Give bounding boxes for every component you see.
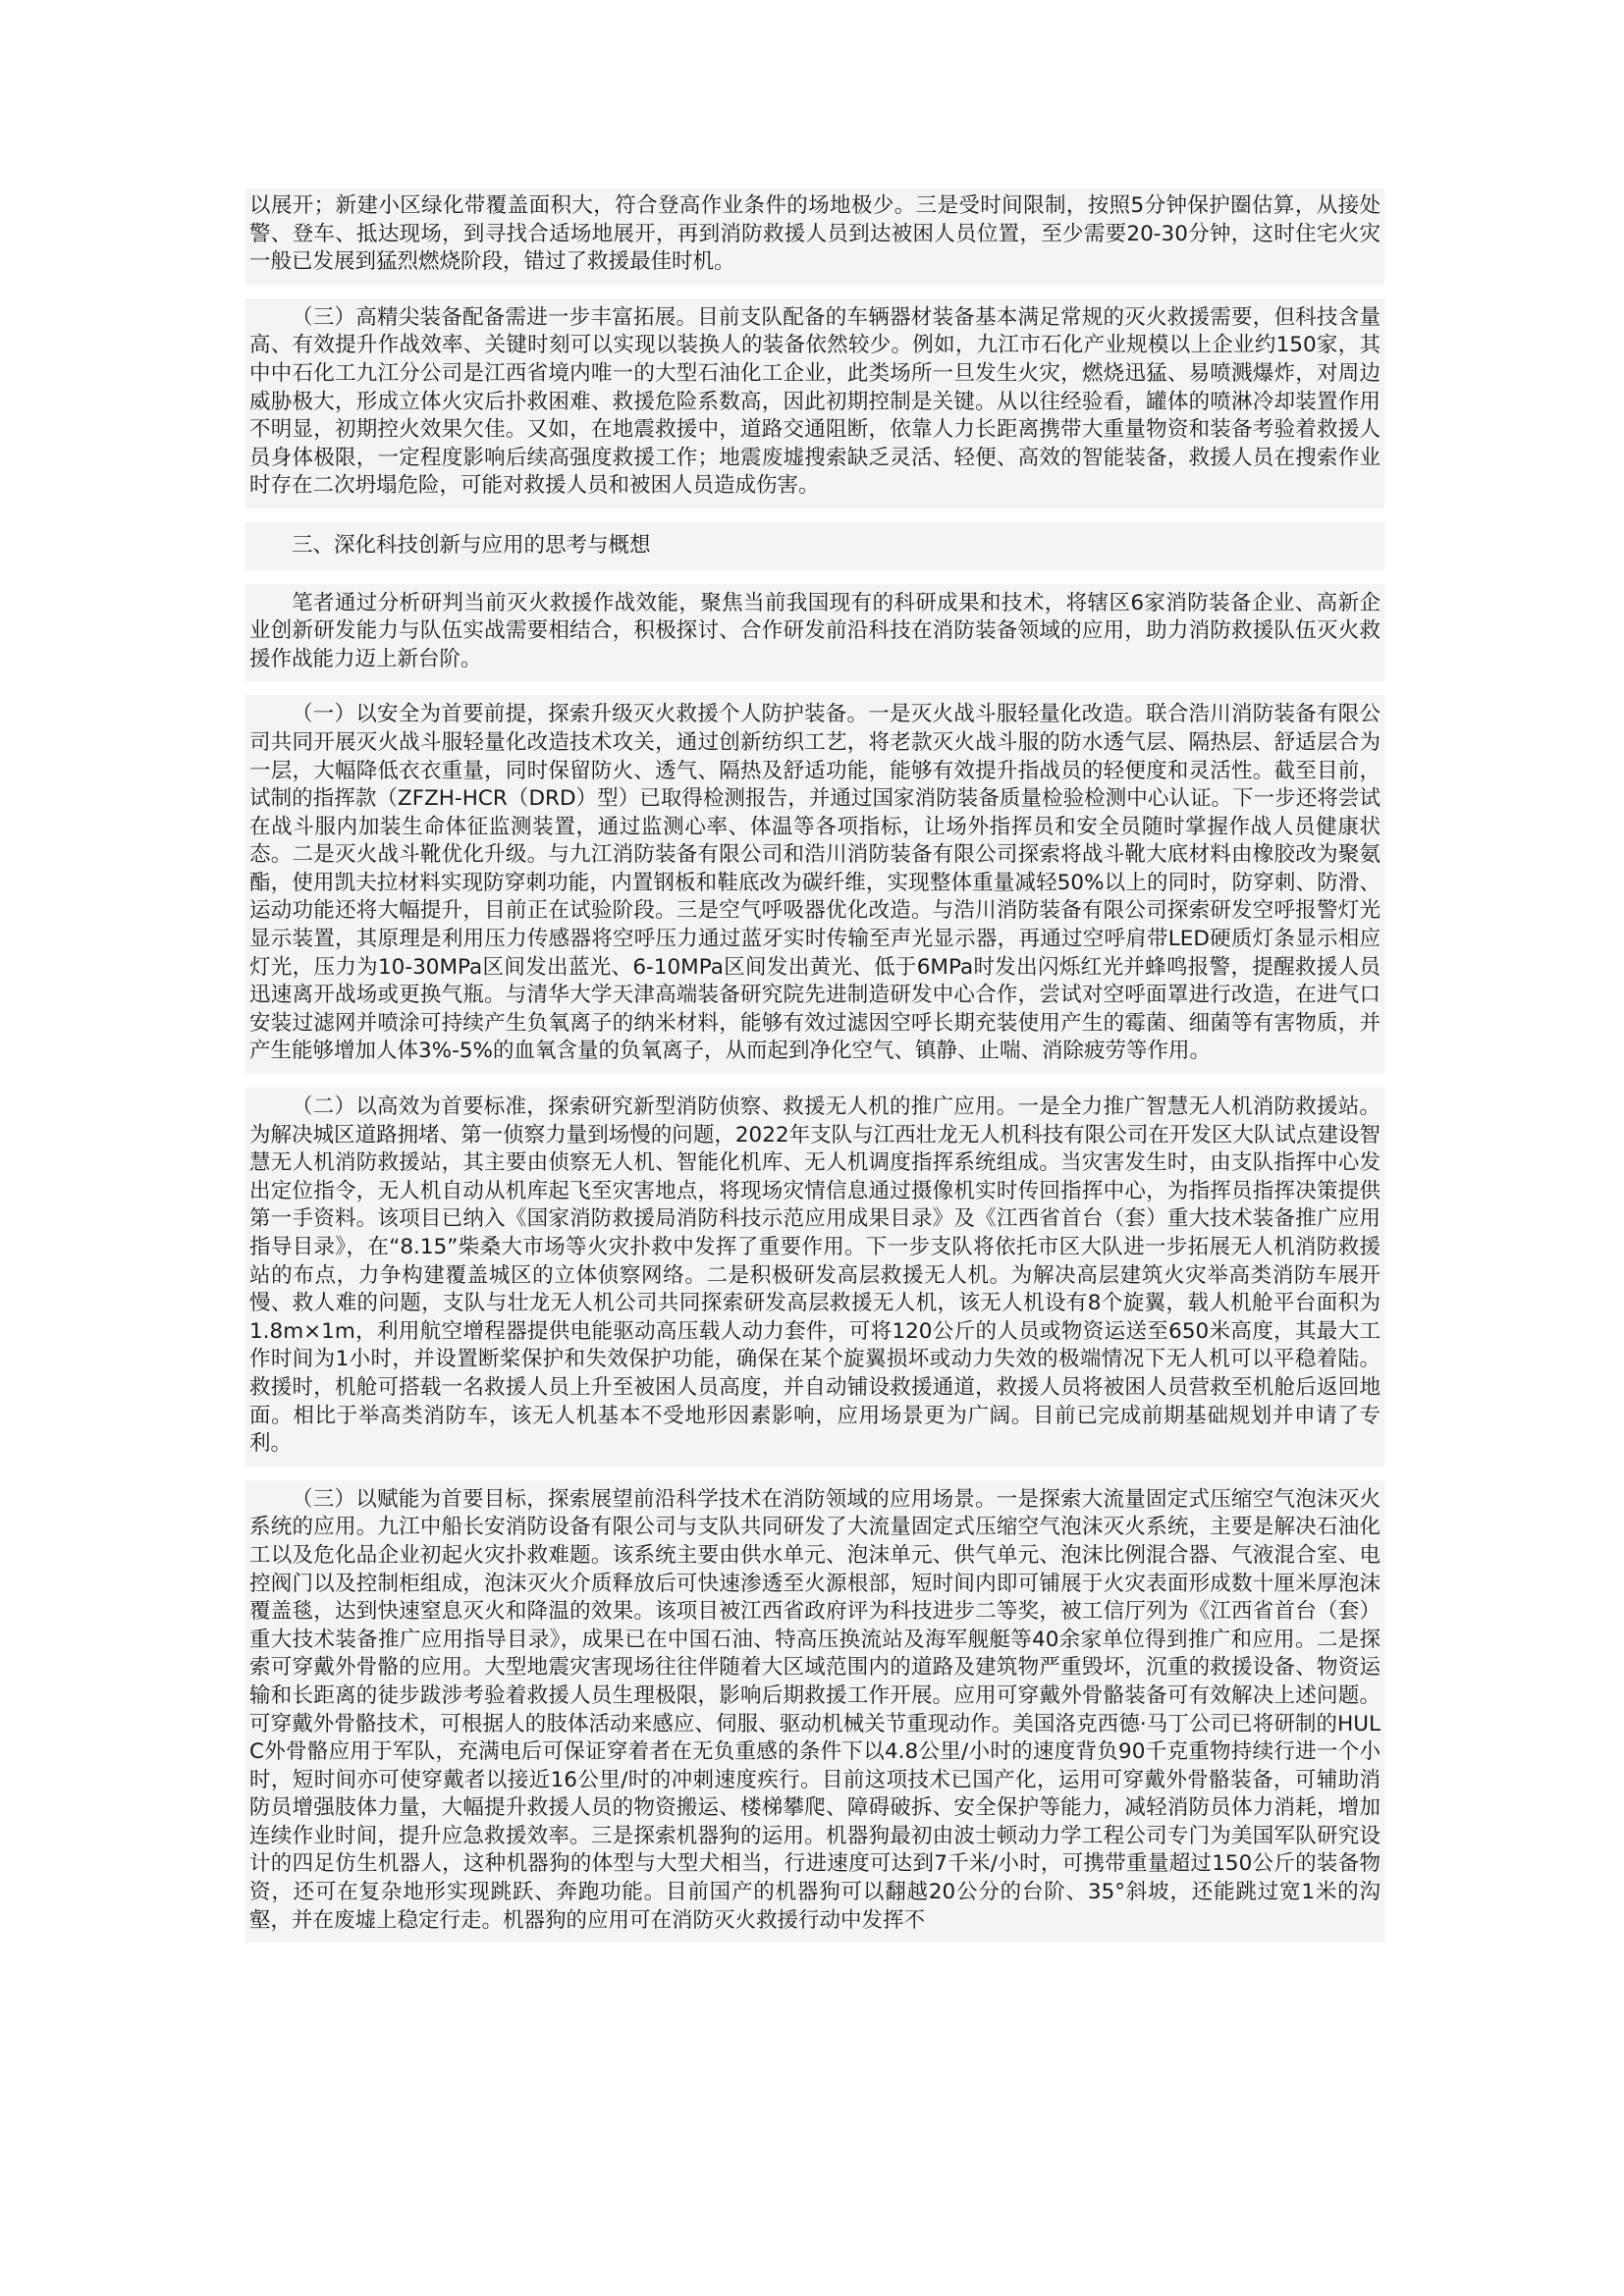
paragraph-gap — [245, 570, 1384, 584]
paragraph-gap — [245, 1467, 1384, 1480]
paragraph-protective-equipment: （一）以安全为首要前提，探索升级灭火救援个人防护装备。一是灭火战斗服轻量化改造。联合浩川消防装备有限公司共同开展灭火战斗服轻量化改造技术攻关，通过创新纺织工艺，将老款灭火战斗服的防水透气层、隔热层、舒适层合为一层，大幅降低衣衣重量，同时保留防火、透气、隔热及舒适功能，能够有效提升指战员的轻便度和灵活性。截至目前，试制的指挥款（ZFZH-HCR（DRD）型）已取得检测报告，并通过国家消防装备质量检验检测中心认证。下一步还将尝试在战斗服内加装生命体征监测装置，通过监测心率、体温等各项指标，让场外指挥员和安全员随时掌握作战人员健康状态。二是灭火战斗靴优化升级。与九江消防装备有限公司和浩川消防装备有限公司探索将战斗靴大底材料由橡胶改为聚氨酯，使用凯夫拉材料实现防穿刺功能，内置钢板和鞋底改为碳纤维，实现整体重量减轻50%以上的同时，防穿刺、防滑、运动功能还将大幅提升，目前正在试验阶段。三是空气呼吸器优化改造。与浩川消防装备有限公司探索研发空呼报警灯光显示装置，其原理是利用压力传感器将空呼压力通过蓝牙实时传输至声光显示器，再通过空呼肩带LED硬质灯条显示相应灯光，压力为10-30MPa区间发出蓝光、6-10MPa区间发出黄光、低于6MPa时发出闪烁红光并蜂鸣报警，提醒救援人员迅速离开战场或更换气瓶。与清华大学天津高端装备研究院先进制造研发中心合作，尝试对空呼面罩进行改造，在进气口安装过滤网并喷涂可持续产生负氧离子的纳米材料，能够有效过滤因空呼长期充装使用产生的霉菌、细菌等有害物质，并产生能够增加人体3%-5%的血氧含量的负氧离子，从而起到净化空气、镇静、止喘、消除疲劳等作用。 — [249, 702, 1380, 1064]
paragraph-introduction: 笔者通过分析研判当前灭火救援作战效能，聚焦当前我国现有的科研成果和技术，将辖区6家消防装备企业、高新企业创新研发能力与队伍实战需要相结合，积极探讨、合作研发前沿科技在消防装备领域的应用，助力消防救援队伍灭火救援作战能力迈上新台阶。 — [249, 590, 1380, 671]
paragraph-gap — [245, 1074, 1384, 1088]
paragraph-drones: （二）以高效为首要标准，探索研究新型消防侦察、救援无人机的推广应用。一是全力推广智慧无人机消防救援站。为解决城区道路拥堵、第一侦察力量到场慢的问题，2022年支队与江西壮龙无人机科技有限公司在开发区大队试点建设智慧无人机消防救援站，其主要由侦察无人机、智能化机库、无人机调度指挥系统组成。当灾害发生时，由支队指挥中心发出定位指令，无人机自动从机库起飞至灾害地点，将现场灾情信息通过摄像机实时传回指挥中心，为指挥员指挥决策提供第一手资料。该项目已纳入《国家消防救援局消防科技示范应用成果目录》及《江西省首台（套）重大技术装备推广应用指导目录》，在“8.15”柴桑大市场等火灾扑救中发挥了重要作用。下一步支队将依托市区大队进一步拓展无人机消防救援站的布点，力争构建覆盖城区的立体侦察网络。二是积极研发高层救援无人机。为解决高层建筑火灾举高类消防车展开慢、救人难的问题，支队与壮龙无人机公司共同探索研发高层救援无人机，该无人机设有8个旋翼，载人机舱平台面积为1.8m×1m，利用航空增程器提供电能驱动高压载人动力套件，可将120公斤的人员或物资运送至650米高度，其最大工作时间为1小时，并设置断桨保护和失效保护功能，确保在某个旋翼损坏或动力失效的极端情况下无人机可以平稳着陆。救援时，机舱可搭载一名救援人员上升至被困人员高度，并自动铺设救援通道，救援人员将被困人员营救至机舱后返回地面。相比于举高类消防车，该无人机基本不受地形因素影响，应用场景更为广阔。目前已完成前期基础规划并申请了专利。 — [249, 1095, 1380, 1457]
paragraph-equipment-gaps: （三）高精尖装备配备需进一步丰富拓展。目前支队配备的车辆器材装备基本满足常规的灭火救援需要，但科技含量高、有效提升作战效率、关键时刻可以实现以装换人的装备依然较少。例如，九江市石化产业规模以上企业约150家，其中中石化工九江分公司是江西省境内唯一的大型石油化工企业，此类场所一旦发生火灾，燃烧迅猛、易喷溅爆炸，对周边威胁极大，形成立体火灾后扑救困难、救援危险系数高，因此初期控制是关键。从以往经验看，罐体的喷淋冷却装置作用不明显，初期控火效果欠佳。又如，在地震救援中，道路交通阻断，依靠人力长距离携带大重量物资和装备考验着救援人员身体极限，一定程度影响后续高强度救援工作；地震废墟搜索缺乏灵活、轻便、高效的智能装备，救援人员在搜索作业时存在二次坍塌危险，可能对救援人员和被困人员造成伤害。 — [249, 304, 1380, 499]
paragraph-gap — [245, 508, 1384, 522]
paragraph-site-constraints: 以展开；新建小区绿化带覆盖面积大，符合登高作业条件的场地极少。三是受时间限制，按照5分钟保护圈估算，从接处警、登车、抵达现场，到寻找合适场地展开，再到消防救援人员到达被困人员位置，至少需要20-30分钟，这时住宅火灾一般已发展到猛烈燃烧阶段，错过了救援最佳时机。 — [249, 193, 1380, 275]
paragraph-gap — [245, 285, 1384, 298]
paragraph-gap — [245, 681, 1384, 695]
section-heading: 三、深化科技创新与应用的思考与概想 — [292, 532, 651, 558]
document-page — [245, 188, 1384, 1943]
paragraph-frontier-tech: （三）以赋能为首要目标，探索展望前沿科学技术在消防领域的应用场景。一是探索大流量固定式压缩空气泡沫灭火系统的应用。九江中船长安消防设备有限公司与支队共同研发了大流量固定式压缩空气泡沫灭火系统，主要是解决石油化工以及危化品企业初起火灾扑救难题。该系统主要由供水单元、泡沫单元、供气单元、泡沫比例混合器、气液混合室、电控阀门以及控制柜组成，泡沫灭火介质释放后可快速渗透至火源根部，短时间内即可铺展于火灾表面形成数十厘米厚泡沫覆盖毯，达到快速窒息灭火和降温的效果。该项目被江西省政府评为科技进步二等奖，被工信厅列为《江西省首台（套）重大技术装备推广应用指导目录》，成果已在中国石油、特高压换流站及海军舰艇等40余家单位得到推广和应用。二是探索可穿戴外骨骼的应用。大型地震灾害现场往往伴随着大区域范围内的道路及建筑物严重毁坏，沉重的救援设备、物资运输和长距离的徒步跋涉考验着救援人员生理极限，影响后期救援工作开展。应用可穿戴外骨骼装备可有效解决上述问题。可穿戴外骨骼技术，可根据人的肢体活动来感应、伺服、驱动机械关节重现动作。美国洛克西德·马丁公司已将研制的HULC外骨骼应用于军队，充满电后可保证穿着者在无负重感的条件下以4.8公里/小时的速度背负90千克重物持续行进一个小时，短时间亦可使穿戴者以接近16公里/时的冲刺速度疾行。目前这项技术已国产化，运用可穿戴外骨骼装备，可辅助消防员增强肢体力量，大幅提升救援人员的物资搬运、楼梯攀爬、障碍破拆、安全保护等能力，减轻消防员体力消耗，增加连续作业时间，提升应急救援效率。三是探索机器狗的运用。机器狗最初由波士顿动力学工程公司专门为美国军队研究设计的四足仿生机器人，这种机器狗的体型与大型犬相当，行进速度可达到7千米/小时，可携带重量超过150公斤的装备物资，还可在复杂地形实现跳跃、奔跑功能。目前国产的机器狗可以翻越20公分的台阶、35°斜坡，还能跳过宽1米的沟壑，并在废墟上稳定行走。机器狗的应用可在消防灭火救援行动中发挥不 — [249, 1486, 1380, 1933]
